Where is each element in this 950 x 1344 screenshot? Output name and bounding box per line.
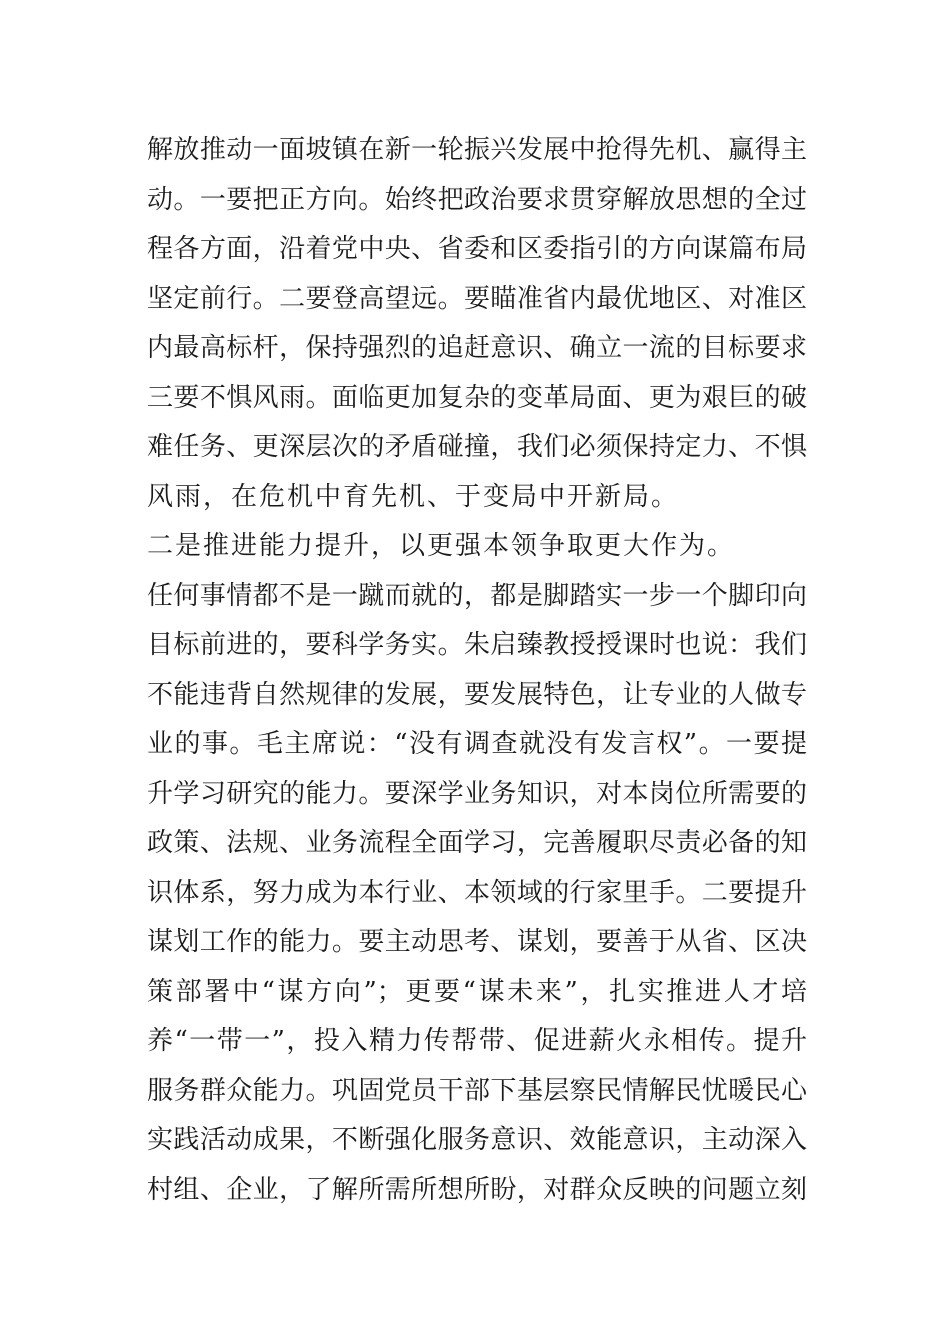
text-line: 升学习研究的能力。要深学业务知识，对本岗位所需要的: [147, 778, 807, 809]
text-line: 内最高标杆，保持强烈的追赶意识、确立一流的目标要求: [147, 333, 807, 363]
section-heading: 二是推进能力提升，以更强本领争取更大作为。: [147, 531, 736, 561]
body-text: [147, 126, 807, 1215]
text-line: 策部署中“谋方向”；更要“谋未来”，扎实推进人才培: [147, 976, 807, 1007]
text-line: 不能违背自然规律的发展，要发展特色，让专业的人做专: [147, 679, 807, 710]
text-line: 解放推动一面坡镇在新一轮振兴发展中抢得先机、赢得主: [147, 135, 807, 165]
text-line: 难任务、更深层次的矛盾碰撞，我们必须保持定力、不惧: [147, 432, 807, 462]
text-line: 任何事情都不是一蹴而就的，都是脚踏实一步一个脚印向: [147, 580, 807, 611]
text-line: 实践活动成果，不断强化服务意识、效能意识，主动深入: [147, 1125, 807, 1155]
text-line: 风雨，在危机中育先机、于变局中开新局。: [147, 481, 680, 512]
text-line: 程各方面，沿着党中央、省委和区委指引的方向谋篇布局: [147, 234, 807, 264]
text-line: 三要不惧风雨。面临更加复杂的变革局面、更为艰巨的破: [147, 382, 807, 413]
text-line: 养“一带一”，投入精力传帮带、促进薪火永相传。提升: [147, 1026, 807, 1056]
text-line: 村组、企业，了解所需所想所盼，对群众反映的问题立刻: [147, 1174, 807, 1205]
text-line: 谋划工作的能力。要主动思考、谋划，要善于从省、区决: [147, 927, 807, 957]
text-line: 识体系，努力成为本行业、本领域的行家里手。二要提升: [147, 877, 807, 908]
text-line: 目标前进的，要科学务实。朱启臻教授授课时也说：我们: [147, 630, 807, 660]
text-line: 坚定前行。二要登高望远。要瞄准省内最优地区、对准区: [147, 283, 807, 314]
text-line: 政策、法规、业务流程全面学习，完善履职尽责必备的知: [147, 828, 807, 858]
text-line: 动。一要把正方向。始终把政治要求贯穿解放思想的全过: [147, 184, 807, 215]
text-line: 服务群众能力。巩固党员干部下基层察民情解民忧暖民心: [147, 1075, 807, 1106]
text-line: 业的事。毛主席说：“没有调查就没有发言权”。一要提: [147, 729, 807, 759]
